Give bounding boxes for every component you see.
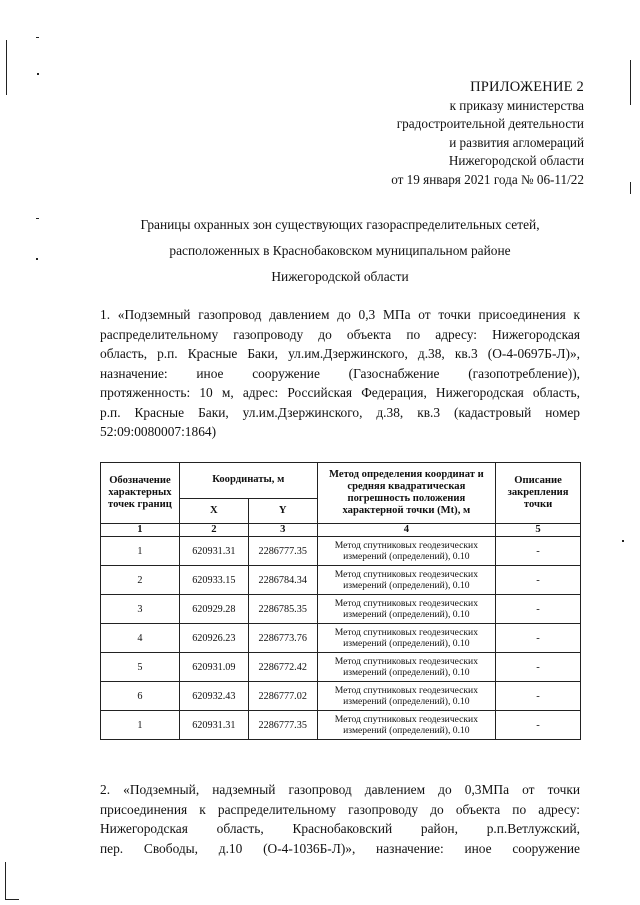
- paragraph-line: распределительному газопроводу до объекта по адресу: Нижегородская: [100, 326, 580, 342]
- cell-method: Метод спутниковых геодезических измерений (определений), 0.10: [317, 682, 495, 711]
- cell-y: 2286773.76: [248, 624, 317, 653]
- table-row: [101, 682, 581, 711]
- cell-description: -: [496, 595, 581, 624]
- header-y: Y: [248, 498, 317, 523]
- cell-x: 620931.09: [179, 653, 248, 682]
- cell-description: -: [496, 537, 581, 566]
- appendix-line: к приказу министерства: [449, 97, 584, 113]
- cell-x: 620931.31: [179, 711, 248, 740]
- cell-x: 620929.28: [179, 595, 248, 624]
- cell-description: -: [496, 682, 581, 711]
- paragraph-1: [100, 305, 580, 442]
- paragraph-line: р.п. Красные Баки, ул.им.Дзержинского, д.38, кв.3 (кадастровый номер: [100, 404, 580, 420]
- title-line: расположенных в Краснобаковском муниципальном районе: [169, 243, 511, 258]
- table-row: [101, 566, 581, 595]
- scan-mark: [5, 899, 19, 900]
- cell-point: 3: [101, 595, 180, 624]
- cell-point: 2: [101, 566, 180, 595]
- column-number: 2: [179, 524, 248, 537]
- cell-y: 2286777.35: [248, 537, 317, 566]
- header-x: X: [179, 498, 248, 523]
- cell-y: 2286777.35: [248, 711, 317, 740]
- scan-mark: [36, 218, 39, 219]
- column-number: 1: [101, 524, 180, 537]
- cell-method: Метод спутниковых геодезических измерений (определений), 0.10: [317, 624, 495, 653]
- cell-method: Метод спутниковых геодезических измерений (определений), 0.10: [317, 566, 495, 595]
- cell-y: 2286777.02: [248, 682, 317, 711]
- header-method: Метод определения координат и средняя квадратическая погрешность положения характерной точки (Mt), м: [317, 463, 495, 524]
- header-coords: Координаты, м: [179, 463, 317, 499]
- paragraph-2: [100, 780, 580, 858]
- paragraph-line: назначение: иное сооружение (Газоснабжение (газопотребление)),: [100, 365, 580, 381]
- paragraph-line: протяженность: 10 м, адрес: Российская Федерация, Нижегородская область,: [100, 385, 580, 400]
- column-number: 5: [496, 524, 581, 537]
- cell-method: Метод спутниковых геодезических измерений (определений), 0.10: [317, 595, 495, 624]
- cell-x: 620931.31: [179, 537, 248, 566]
- coordinates-table: [100, 462, 581, 740]
- cell-point: 6: [101, 682, 180, 711]
- table-row: [101, 537, 581, 566]
- scan-mark: [630, 60, 631, 105]
- cell-y: 2286785.35: [248, 595, 317, 624]
- cell-method: Метод спутниковых геодезических измерений (определений), 0.10: [317, 653, 495, 682]
- scan-mark: [5, 862, 6, 900]
- paragraph-line: 2. «Подземный, надземный газопровод давлением до 0,3МПа от точки: [100, 782, 580, 797]
- cell-method: Метод спутниковых геодезических измерений (определений), 0.10: [317, 537, 495, 566]
- appendix-line: и развития агломераций: [449, 134, 584, 150]
- cell-x: 620932.43: [179, 682, 248, 711]
- appendix-line: Нижегородской области: [448, 153, 584, 168]
- appendix-block: [324, 78, 584, 189]
- scan-mark: [37, 73, 39, 75]
- header-point: Обозначение характерных точек границ: [101, 463, 180, 524]
- paragraph-line: 52:09:0080007:1864): [100, 424, 217, 439]
- cell-point: 1: [101, 711, 180, 740]
- appendix-title: ПРИЛОЖЕНИЕ 2: [470, 79, 584, 95]
- cell-description: -: [496, 711, 581, 740]
- cell-method: Метод спутниковых геодезических измерений (определений), 0.10: [317, 711, 495, 740]
- header-description: Описание закрепления точки: [496, 463, 581, 524]
- title-line: Нижегородской области: [271, 269, 409, 284]
- title-line: Границы охранных зон существующих газораспределительных сетей,: [140, 217, 540, 232]
- scan-mark: [36, 258, 38, 260]
- cell-description: -: [496, 624, 581, 653]
- column-number: 4: [317, 524, 495, 537]
- cell-y: 2286772.42: [248, 653, 317, 682]
- column-number: 3: [248, 524, 317, 537]
- cell-point: 5: [101, 653, 180, 682]
- scan-mark: [6, 40, 7, 95]
- scan-mark: [630, 182, 631, 194]
- paragraph-line: область, р.п. Красные Баки, ул.им.Дзержинского, д.38, кв.3 (О-4-0697Б-Л)»,: [100, 346, 580, 361]
- scan-mark: [36, 37, 39, 38]
- cell-x: 620933.15: [179, 566, 248, 595]
- table-row: [101, 624, 581, 653]
- cell-y: 2286784.34: [248, 566, 317, 595]
- cell-x: 620926.23: [179, 624, 248, 653]
- cell-description: -: [496, 653, 581, 682]
- paragraph-line: присоединения к распределительному газопроводу до объекта по адресу:: [100, 801, 580, 817]
- cell-point: 1: [101, 537, 180, 566]
- paragraph-line: пер. Свободы, д.10 (О-4-1036Б-Л)», назначение: иное сооружение: [100, 840, 580, 856]
- appendix-line: градостроительной деятельности: [396, 116, 584, 131]
- document-title: [100, 212, 580, 290]
- table-row: [101, 711, 581, 740]
- table-row: [101, 653, 581, 682]
- paragraph-line: 1. «Подземный газопровод давлением до 0,3 МПа от точки присоединения к: [100, 307, 580, 322]
- appendix-line: от 19 января 2021 года № 06-11/22: [391, 171, 584, 187]
- table-row: [101, 595, 581, 624]
- paragraph-line: Нижегородская область, Краснобаковский район, р.п.Ветлужский,: [100, 821, 580, 836]
- scan-mark: [622, 540, 624, 542]
- cell-description: -: [496, 566, 581, 595]
- cell-point: 4: [101, 624, 180, 653]
